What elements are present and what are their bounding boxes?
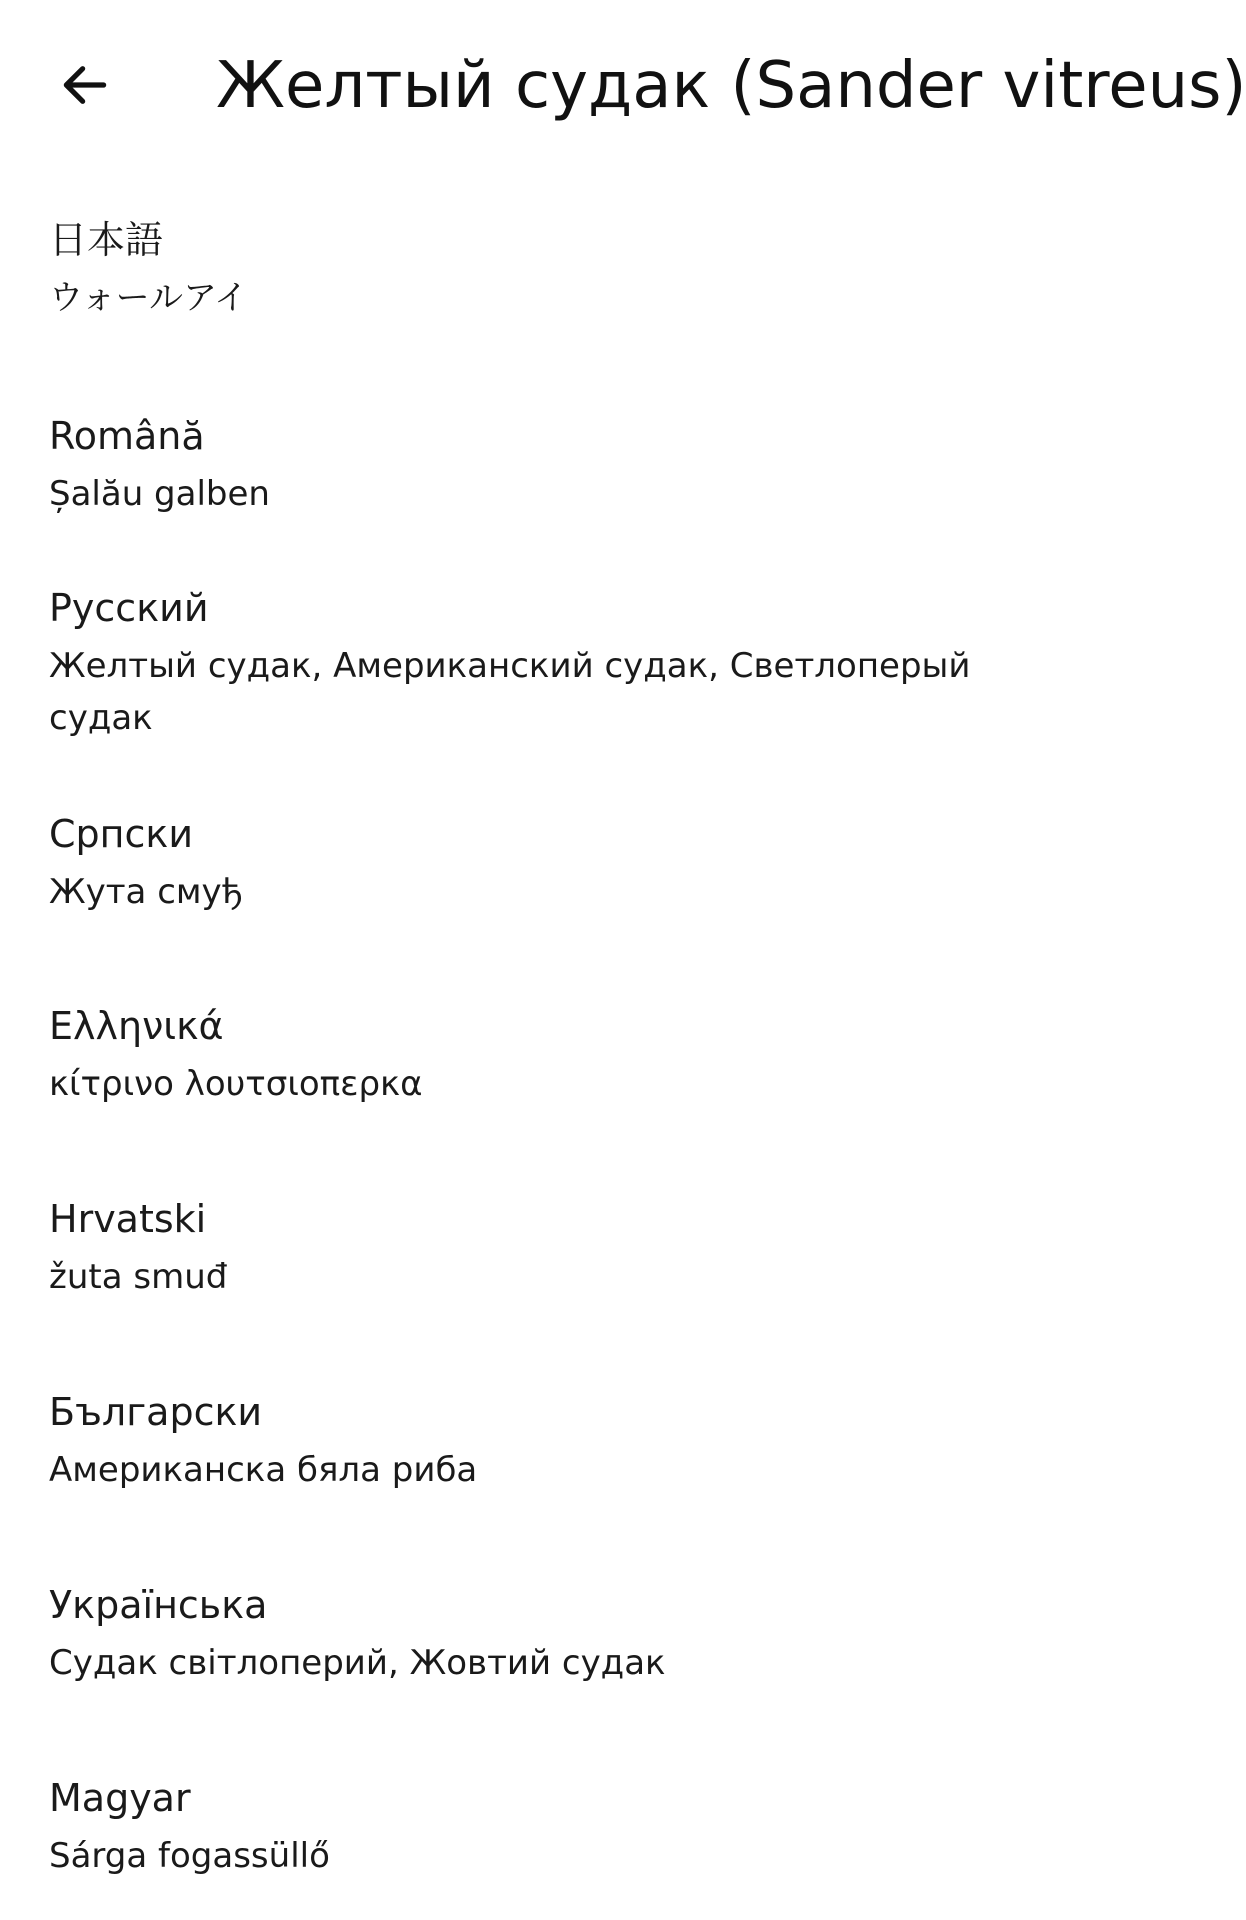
list-item-japanese [49,214,1009,324]
list-item-greek [49,1000,1009,1110]
list-item-russian [49,582,1009,744]
app-bar [0,0,1246,170]
language-label: Română [49,414,205,458]
language-label: Magyar [49,1776,191,1820]
language-label: Русский [49,586,209,630]
arrow-left-icon [57,57,113,113]
list-item-bulgarian [49,1386,1009,1496]
list-item-ukrainian [49,1579,1009,1689]
language-label: Српски [49,812,194,856]
common-name-value: Судак світлоперий, Жовтий судак [49,1643,666,1683]
common-name-value: Șalău galben [49,474,270,514]
page-title: Желтый судак (Sander vitreus) [216,49,1246,123]
common-name-value: ウォールアイ [49,278,248,318]
common-name-value: Американска бяла риба [49,1450,478,1490]
list-item-serbian [49,808,1009,918]
language-label: Ελληνικά [49,1004,224,1048]
language-label: Български [49,1390,263,1434]
language-label: Hrvatski [49,1197,207,1241]
common-name-value: Sárga fogassüllő [49,1836,330,1876]
common-name-value: Жута смуђ [49,872,243,912]
list-item-croatian [49,1193,1009,1303]
list-item-romanian [49,410,1009,520]
common-name-value: κίτρινο λουτσιοπερκα [49,1064,423,1104]
language-label: 日本語 [49,218,164,262]
common-name-value: Желтый судак, Американский судак, Светлоперый судак [49,646,971,738]
list-item-hungarian [49,1772,1009,1882]
language-label: Українська [49,1583,268,1627]
common-name-value: žuta smuđ [49,1257,228,1297]
back-button[interactable] [40,40,130,130]
